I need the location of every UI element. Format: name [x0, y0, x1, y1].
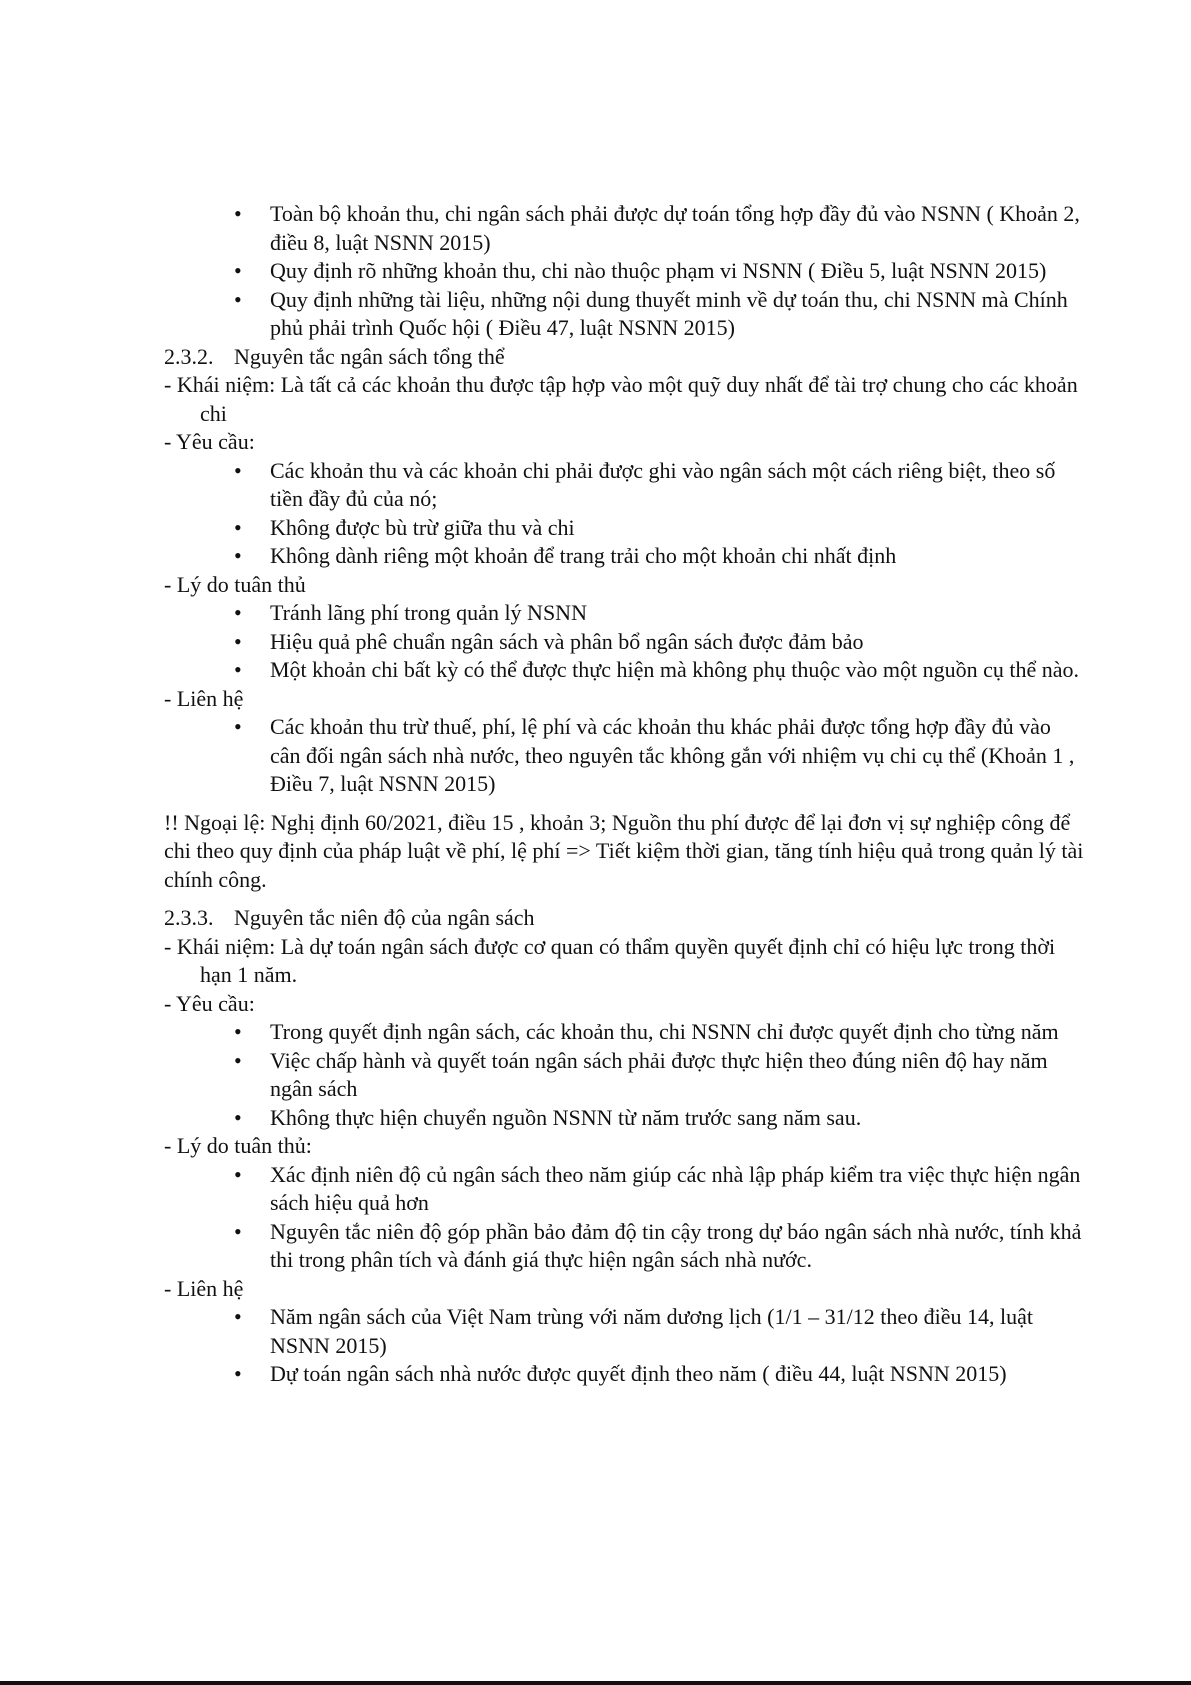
list-item: • Dự toán ngân sách nhà nước được quyết định theo năm ( điều 44, luật NSNN 2015) [270, 1360, 1084, 1389]
section-title: Nguyên tắc ngân sách tổng thể [234, 343, 505, 369]
list-item: • Xác định niên độ củ ngân sách theo năm giúp các nhà lập pháp kiểm tra việc thực hiện ngân sách hiệu quả hơn [270, 1161, 1084, 1218]
section-number: 2.3.3. [164, 905, 214, 930]
requirements-label: - Yêu cầu: [164, 990, 255, 1016]
list-item: • Hiệu quả phê chuẩn ngân sách và phân bổ ngân sách được đảm bảo [270, 628, 1084, 657]
list-item: • Quy định những tài liệu, những nội dung thuyết minh về dự toán thu, chi NSNN mà Chính phủ phải trình Quốc hội ( Điều 47, luật NSNN 2015) [270, 286, 1084, 343]
relation-label: - Liên hệ [164, 1275, 244, 1301]
list-item: • Không thực hiện chuyển nguồn NSNN từ năm trước sang năm sau. [270, 1104, 1084, 1133]
list-item: • Quy định rõ những khoản thu, chi nào thuộc phạm vi NSNN ( Điều 5, luật NSNN 2015) [270, 257, 1084, 286]
list-item: • Một khoản chi bất kỳ có thể được thực hiện mà không phụ thuộc vào một nguồn cụ thể nào. [270, 656, 1084, 685]
relation-label: - Liên hệ [164, 685, 244, 711]
requirements-label: - Yêu cầu: [164, 429, 255, 454]
reasons-list [164, 1161, 1084, 1275]
definition-paragraph: - Khái niệm: Là tất cả các khoản thu được tập hợp vào một quỹ duy nhất để tài trợ chung cho các khoản chi [164, 372, 1078, 426]
reasons-label: - Lý do tuân thủ: [164, 1133, 312, 1158]
relation-list [164, 1303, 1084, 1389]
bullet-list-top [164, 200, 1084, 343]
reasons-list [164, 599, 1084, 685]
list-item: • Năm ngân sách của Việt Nam trùng với năm dương lịch (1/1 – 31/12 theo điều 14, luật NSNN 2015) [270, 1303, 1084, 1360]
list-item: • Toàn bộ khoản thu, chi ngân sách phải được dự toán tổng hợp đầy đủ vào NSNN ( Khoản 2, điều 8, luật NSNN 2015) [270, 200, 1084, 257]
definition-paragraph: - Khái niệm: Là dự toán ngân sách được cơ quan có thẩm quyền quyết định chỉ có hiệu lực trong thời hạn 1 năm. [164, 933, 1056, 987]
document-page [164, 200, 1084, 1389]
list-item: • Trong quyết định ngân sách, các khoản thu, chi NSNN chỉ được quyết định cho từng năm [270, 1018, 1084, 1047]
requirements-list [164, 1018, 1084, 1132]
list-item: • Việc chấp hành và quyết toán ngân sách phải được thực hiện theo đúng niên độ hay năm ngân sách [270, 1047, 1084, 1104]
list-item: • Nguyên tắc niên độ góp phần bảo đảm độ tin cậy trong dự báo ngân sách nhà nước, tính khả thi trong phân tích và đánh giá thực hiện ngân sách nhà nước. [270, 1218, 1084, 1275]
list-item: • Các khoản thu và các khoản chi phải được ghi vào ngân sách một cách riêng biệt, theo số tiền đầy đủ của nó; [270, 457, 1084, 514]
section-number: 2.3.2. [164, 343, 214, 369]
reasons-label: - Lý do tuân thủ [164, 571, 306, 597]
section-heading-2-3-2 [164, 343, 1084, 372]
page-bottom-edge [0, 1681, 1191, 1685]
exception-paragraph: !! Ngoại lệ: Nghị định 60/2021, điều 15 , khoản 3; Nguồn thu phí được để lại đơn vị sự nghiệp công để chi theo quy định của pháp luật về phí, lệ phí => Tiết kiệm thời gian, tăng tính hiệu quả trong quản lý tài chính công. [164, 809, 1084, 892]
section-title: Nguyên tắc niên độ của ngân sách [234, 905, 535, 930]
relation-list [164, 713, 1084, 799]
list-item: • Không được bù trừ giữa thu và chi [270, 514, 1084, 543]
list-item: • Tránh lãng phí trong quản lý NSNN [270, 599, 1084, 628]
list-item: • Không dành riêng một khoản để trang trải cho một khoản chi nhất định [270, 542, 1084, 571]
requirements-list [164, 457, 1084, 571]
section-heading-2-3-3 [164, 904, 1084, 933]
list-item: • Các khoản thu trừ thuế, phí, lệ phí và các khoản thu khác phải được tổng hợp đầy đủ vào cân đối ngân sách nhà nước, theo nguyên tắc không gắn với nhiệm vụ chi cụ thể (Khoản 1 , Điều 7, luật NSNN 2015) [270, 713, 1084, 799]
